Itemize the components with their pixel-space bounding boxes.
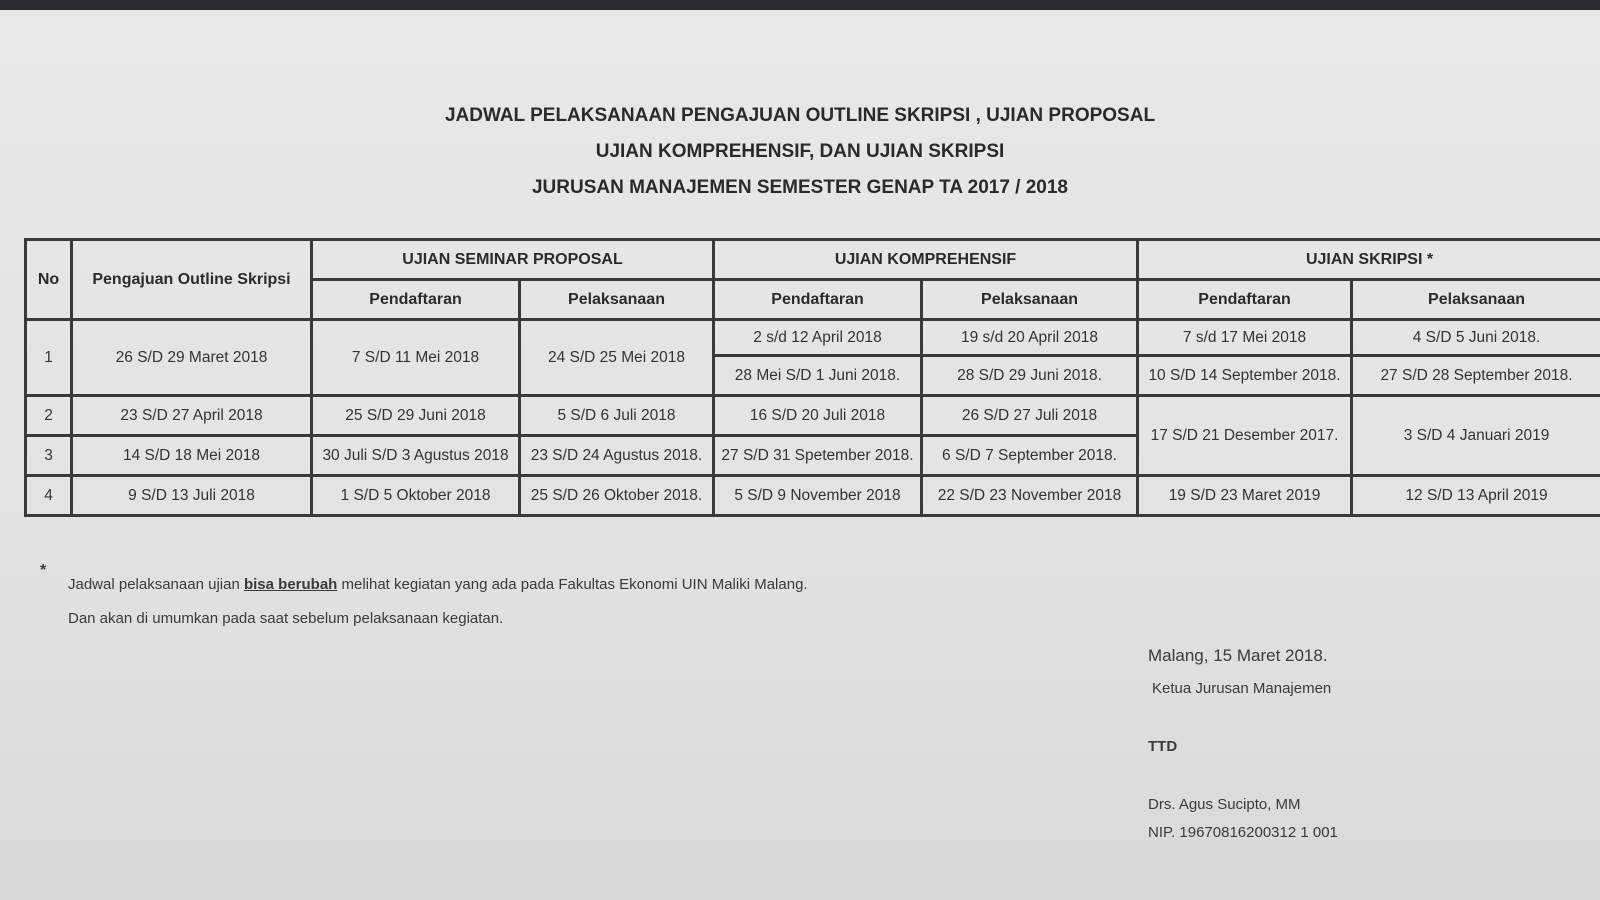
cell-seminar-pendaftaran: 30 Juli S/D 3 Agustus 2018: [312, 436, 520, 476]
footnote-text-before: Jadwal pelaksanaan ujian: [68, 576, 244, 593]
document-page: [0, 10, 1600, 900]
schedule-table: [24, 238, 1600, 517]
cell-no: 4: [26, 476, 72, 516]
cell-kompre-pendaftaran: 28 Mei S/D 1 Juni 2018.: [714, 356, 922, 396]
cell-no: 1: [26, 320, 72, 396]
cell-kompre-pendaftaran: 16 S/D 20 Juli 2018: [714, 396, 922, 436]
table-row-4: [26, 476, 1600, 516]
footnote-marker: *: [40, 562, 47, 579]
cell-seminar-pendaftaran: 25 S/D 29 Juni 2018: [312, 396, 520, 436]
header-skripsi: UJIAN SKRIPSI *: [1138, 240, 1600, 280]
cell-kompre-pelaksanaan: 26 S/D 27 Juli 2018: [922, 396, 1138, 436]
cell-skripsi-pendaftaran: 17 S/D 21 Desember 2017.: [1138, 396, 1352, 476]
cell-skripsi-pelaksanaan: 12 S/D 13 April 2019: [1352, 476, 1600, 516]
signature-mark: TTD: [1148, 738, 1178, 755]
cell-skripsi-pendaftaran: 10 S/D 14 September 2018.: [1138, 356, 1352, 396]
header-skripsi-pendaftaran: Pendaftaran: [1138, 280, 1352, 320]
header-kompre-pelaksanaan: Pelaksanaan: [922, 280, 1138, 320]
cell-kompre-pelaksanaan: 6 S/D 7 September 2018.: [922, 436, 1138, 476]
cell-seminar-pendaftaran: 1 S/D 5 Oktober 2018: [312, 476, 520, 516]
header-skripsi-pelaksanaan: Pelaksanaan: [1352, 280, 1600, 320]
header-seminar-proposal: UJIAN SEMINAR PROPOSAL: [312, 240, 714, 280]
title-line-2: UJIAN KOMPREHENSIF, DAN UJIAN SKRIPSI: [595, 141, 1005, 162]
cell-skripsi-pendaftaran: 19 S/D 23 Maret 2019: [1138, 476, 1352, 516]
header-no: No: [26, 240, 72, 320]
cell-skripsi-pelaksanaan: 27 S/D 28 September 2018.: [1352, 356, 1600, 396]
footnote-line-2: Dan akan di umumkan pada saat sebelum pelaksanaan kegiatan.: [68, 610, 504, 627]
cell-seminar-pelaksanaan: 23 S/D 24 Agustus 2018.: [520, 436, 714, 476]
cell-kompre-pelaksanaan: 28 S/D 29 Juni 2018.: [922, 356, 1138, 396]
header-kompre-pendaftaran: Pendaftaran: [714, 280, 922, 320]
table-row-2: [26, 396, 1600, 436]
cell-seminar-pelaksanaan: 24 S/D 25 Mei 2018: [520, 320, 714, 396]
cell-no: 3: [26, 436, 72, 476]
header-komprehensif: UJIAN KOMPREHENSIF: [714, 240, 1138, 280]
document-title: [0, 98, 1600, 206]
cell-skripsi-pelaksanaan: 3 S/D 4 Januari 2019: [1352, 396, 1600, 476]
cell-kompre-pelaksanaan: 19 s/d 20 April 2018: [922, 320, 1138, 356]
cell-kompre-pendaftaran: 5 S/D 9 November 2018: [714, 476, 922, 516]
place-date: Malang, 15 Maret 2018.: [1148, 646, 1328, 665]
cell-kompre-pelaksanaan: 22 S/D 23 November 2018: [922, 476, 1138, 516]
footnote-line-1: [68, 576, 808, 593]
header-row-1: [26, 240, 1600, 280]
table-row-1a: [26, 320, 1600, 356]
signer-role: Ketua Jurusan Manajemen: [1152, 680, 1332, 697]
title-line-1: JADWAL PELAKSANAAN PENGAJUAN OUTLINE SKRIPSI , UJIAN PROPOSAL: [444, 105, 1156, 126]
cell-seminar-pelaksanaan: 25 S/D 26 Oktober 2018.: [520, 476, 714, 516]
header-seminar-pelaksanaan: Pelaksanaan: [520, 280, 714, 320]
cell-outline: 9 S/D 13 Juli 2018: [72, 476, 312, 516]
cell-outline: 23 S/D 27 April 2018: [72, 396, 312, 436]
cell-outline: 26 S/D 29 Maret 2018: [72, 320, 312, 396]
cell-outline: 14 S/D 18 Mei 2018: [72, 436, 312, 476]
header-seminar-pendaftaran: Pendaftaran: [312, 280, 520, 320]
signer-name: Drs. Agus Sucipto, MM: [1148, 796, 1301, 813]
cell-kompre-pendaftaran: 27 S/D 31 Spetember 2018.: [714, 436, 922, 476]
cell-kompre-pendaftaran: 2 s/d 12 April 2018: [714, 320, 922, 356]
cell-seminar-pelaksanaan: 5 S/D 6 Juli 2018: [520, 396, 714, 436]
title-line-3: JURUSAN MANAJEMEN SEMESTER GENAP TA 2017 / 2018: [531, 177, 1069, 198]
signer-nip: NIP. 19670816200312 1 001: [1148, 824, 1338, 841]
footnote-text-after: melihat kegiatan yang ada pada Fakultas Ekonomi UIN Maliki Malang.: [337, 576, 808, 593]
footnote-emphasis: bisa berubah: [243, 576, 338, 593]
cell-no: 2: [26, 396, 72, 436]
cell-skripsi-pelaksanaan: 4 S/D 5 Juni 2018.: [1352, 320, 1600, 356]
cell-seminar-pendaftaran: 7 S/D 11 Mei 2018: [312, 320, 520, 396]
header-outline: Pengajuan Outline Skripsi: [72, 240, 312, 320]
cell-skripsi-pendaftaran: 7 s/d 17 Mei 2018: [1138, 320, 1352, 356]
